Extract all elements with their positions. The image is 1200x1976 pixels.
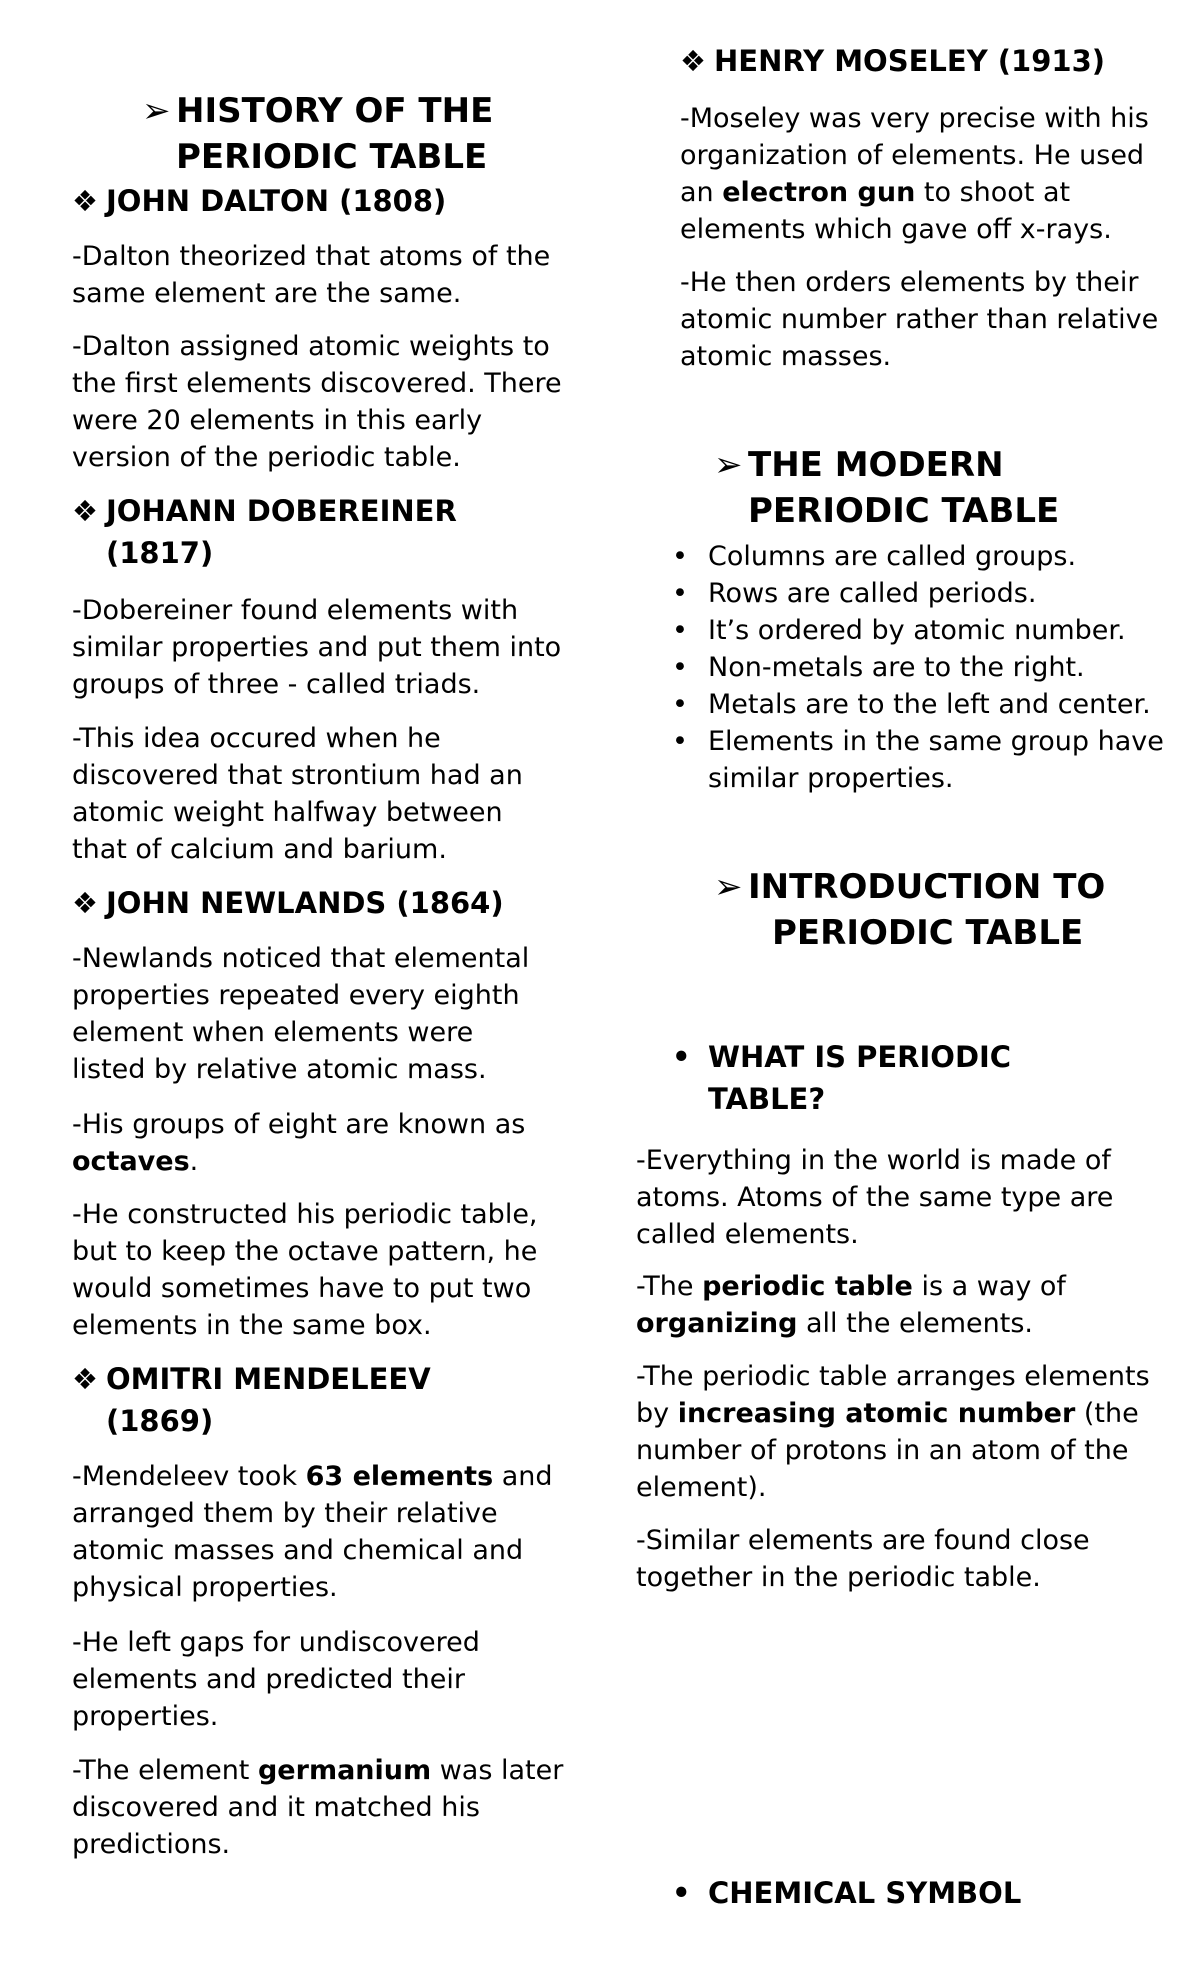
bullet-icon: •: [672, 1876, 691, 1910]
dalton-heading: ❖ JOHN DALTON (1808): [72, 180, 572, 222]
history-title: ➢ HISTORY OF THE PERIODIC TABLE: [142, 88, 582, 180]
intro-paragraph-2: -The periodic table is a way of organizing all the elements.: [636, 1271, 1066, 1339]
intro-paragraph-1: -Everything in the world is made of atoms. Atoms of the same type are called elements.: [636, 1145, 1114, 1250]
bullet-icon: •: [672, 615, 688, 646]
dobereiner-paragraph-1: -Dobereiner found elements with similar properties and put them into groups of three - called triads.: [72, 595, 562, 700]
mendeleev-paragraph-3: -The element germanium was later discovered and it matched his predictions.: [72, 1755, 564, 1860]
arrow-icon: ➢: [714, 867, 743, 907]
diamond-icon: ❖: [72, 494, 98, 528]
octaves-term: octaves: [72, 1146, 190, 1177]
diamond-icon: ❖: [680, 44, 706, 78]
mendeleev-paragraph-1: -Mendeleev took 63 elements and arranged them by their relative atomic masses and chemical and physical properties.: [72, 1461, 553, 1603]
list-item: • Non-metals are to the right.: [672, 649, 1182, 686]
bullet-icon: •: [672, 689, 688, 720]
diamond-icon: ❖: [72, 1362, 98, 1396]
bullet-icon: •: [672, 1040, 691, 1074]
moseley-heading: ❖ HENRY MOSELEY (1913): [680, 40, 1180, 82]
arrow-icon: ➢: [714, 445, 743, 485]
mendeleev-heading: ❖ OMITRI MENDELEEV (1869): [72, 1358, 572, 1442]
intro-title: ➢ INTRODUCTION TO PERIODIC TABLE: [714, 864, 1194, 956]
list-item: • Elements in the same group have similar properties.: [672, 723, 1182, 797]
newlands-heading: ❖ JOHN NEWLANDS (1864): [72, 882, 572, 924]
bullet-icon: •: [672, 578, 688, 609]
diamond-icon: ❖: [72, 886, 98, 920]
list-item: • Rows are called periods.: [672, 575, 1182, 612]
list-item: • It’s ordered by atomic number.: [672, 612, 1182, 649]
intro-paragraph-3: -The periodic table arranges elements by increasing atomic number (the number of protons in an atom of the element).: [636, 1361, 1150, 1503]
modern-title: ➢ THE MODERN PERIODIC TABLE: [714, 442, 1174, 534]
moseley-paragraph-1: -Moseley was very precise with his organization of elements. He used an electron gun to shoot at elements which gave off x-rays.: [680, 103, 1149, 245]
modern-bullet-list: [672, 538, 1182, 797]
bullet-icon: •: [672, 726, 688, 757]
chemical-symbol-heading: • CHEMICAL SYMBOL: [672, 1872, 1172, 1914]
list-item: • Columns are called groups.: [672, 538, 1182, 575]
bullet-icon: •: [672, 652, 688, 683]
dalton-paragraph-2: -Dalton assigned atomic weights to the first elements discovered. There were 20 elements in this early version of the periodic table.: [72, 331, 562, 473]
dobereiner-paragraph-2: -This idea occured when he discovered that strontium had an atomic weight halfway between that of calcium and barium.: [72, 723, 523, 865]
intro-paragraph-4: -Similar elements are found close together in the periodic table.: [636, 1525, 1090, 1593]
chemical-symbol-heading-list: [672, 1872, 1172, 1914]
newlands-paragraph-1: -Newlands noticed that elemental properties repeated every eighth element when elements were listed by relative atomic mass.: [72, 943, 530, 1085]
newlands-paragraph-3: -He constructed his periodic table, but to keep the octave pattern, he would sometimes have to put two elements in the same box.: [72, 1199, 538, 1341]
diamond-icon: ❖: [72, 184, 98, 218]
bullet-icon: •: [672, 541, 688, 572]
what-is-heading: • WHAT IS PERIODIC TABLE?: [672, 1036, 1072, 1120]
mendeleev-paragraph-2: -He left gaps for undiscovered elements and predicted their properties.: [72, 1627, 480, 1732]
dobereiner-heading: ❖ JOHANN DOBEREINER (1817): [72, 490, 572, 574]
moseley-paragraph-2: -He then orders elements by their atomic number rather than relative atomic masses.: [680, 267, 1159, 372]
what-is-heading-list: [672, 1036, 1072, 1120]
newlands-paragraph-2: -His groups of eight are known as octaves.: [72, 1109, 526, 1177]
list-item: • Metals are to the left and center.: [672, 686, 1182, 723]
arrow-icon: ➢: [142, 91, 171, 131]
dalton-paragraph-1: -Dalton theorized that atoms of the same element are the same.: [72, 241, 551, 309]
